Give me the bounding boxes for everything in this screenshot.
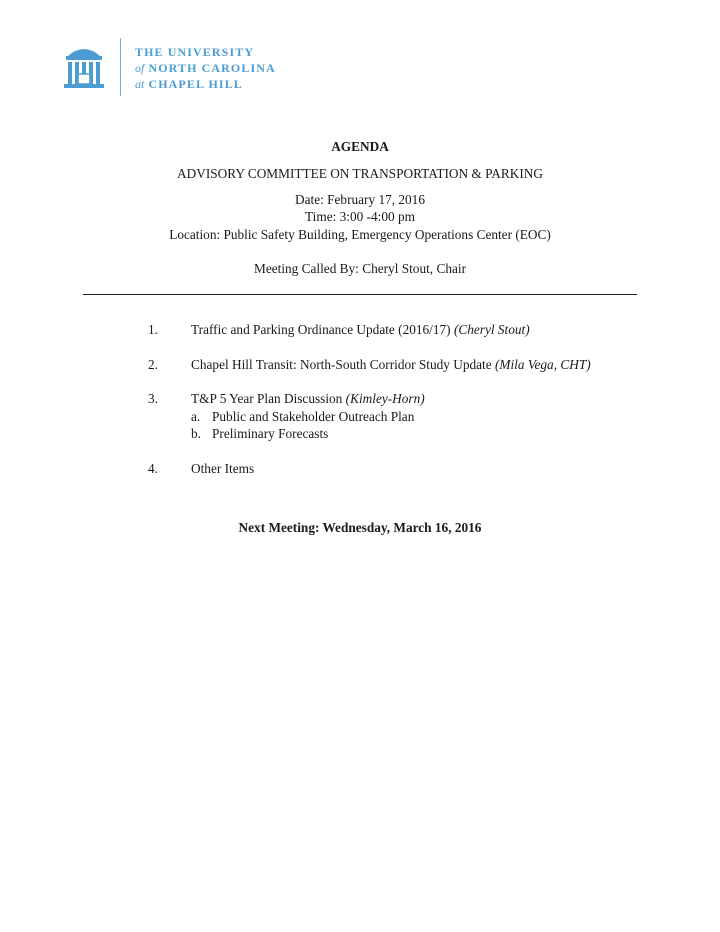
agenda-item-text: Traffic and Parking Ordinance Update (2016/17): [191, 322, 451, 337]
agenda-item-number: 1.: [148, 322, 158, 337]
next-meeting: Next Meeting: Wednesday, March 16, 2016: [238, 520, 482, 535]
meeting-location: Location: Public Safety Building, Emergency Operations Center (EOC): [169, 227, 551, 242]
meeting-date: Date: February 17, 2016: [295, 192, 425, 207]
agenda-subitem-letter: a.: [191, 409, 201, 424]
logo-line-3: [135, 76, 276, 92]
agenda-item-text-wrap: [191, 322, 530, 338]
agenda-item-text-wrap: [191, 357, 591, 373]
agenda-item-text: T&P 5 Year Plan Discussion: [191, 391, 343, 406]
agenda-item-number: 4.: [148, 461, 158, 476]
agenda-item-presenter: (Kimley-Horn): [345, 391, 425, 406]
logo-line-3-prefix: at: [135, 77, 145, 91]
logo-line-2: [135, 60, 276, 76]
agenda-subitem-text: Preliminary Forecasts: [212, 426, 329, 441]
agenda-subitem-letter: b.: [191, 426, 201, 441]
logo-line-3-main: CHAPEL HILL: [148, 77, 243, 91]
committee-name: ADVISORY COMMITTEE ON TRANSPORTATION & PARKING: [177, 166, 543, 181]
agenda-subitem-text: Public and Stakeholder Outreach Plan: [212, 409, 415, 424]
agenda-item-text: Chapel Hill Transit: North-South Corridor Study Update: [191, 357, 492, 372]
agenda-item-text: Other Items: [191, 461, 255, 476]
meeting-called-by: Meeting Called By: Cheryl Stout, Chair: [254, 261, 466, 276]
meeting-time: Time: 3:00 -4:00 pm: [305, 209, 415, 224]
agenda-item-text-wrap: [191, 391, 425, 407]
logo-line-1: THE UNIVERSITY: [135, 45, 255, 59]
header-divider: [83, 294, 637, 295]
agenda-title: AGENDA: [331, 139, 389, 154]
old-well-icon: [62, 40, 106, 92]
logo-divider: [120, 38, 121, 96]
university-logo: [62, 38, 282, 98]
agenda-item-number: 3.: [148, 391, 158, 406]
agenda-item-presenter: (Mila Vega, CHT): [494, 357, 591, 372]
agenda-item-number: 2.: [148, 357, 158, 372]
logo-line-2-prefix: of: [135, 61, 145, 75]
agenda-item-presenter: (Cheryl Stout): [453, 322, 530, 337]
logo-wordmark: [135, 44, 276, 92]
logo-line-2-main: NORTH CAROLINA: [148, 61, 276, 75]
